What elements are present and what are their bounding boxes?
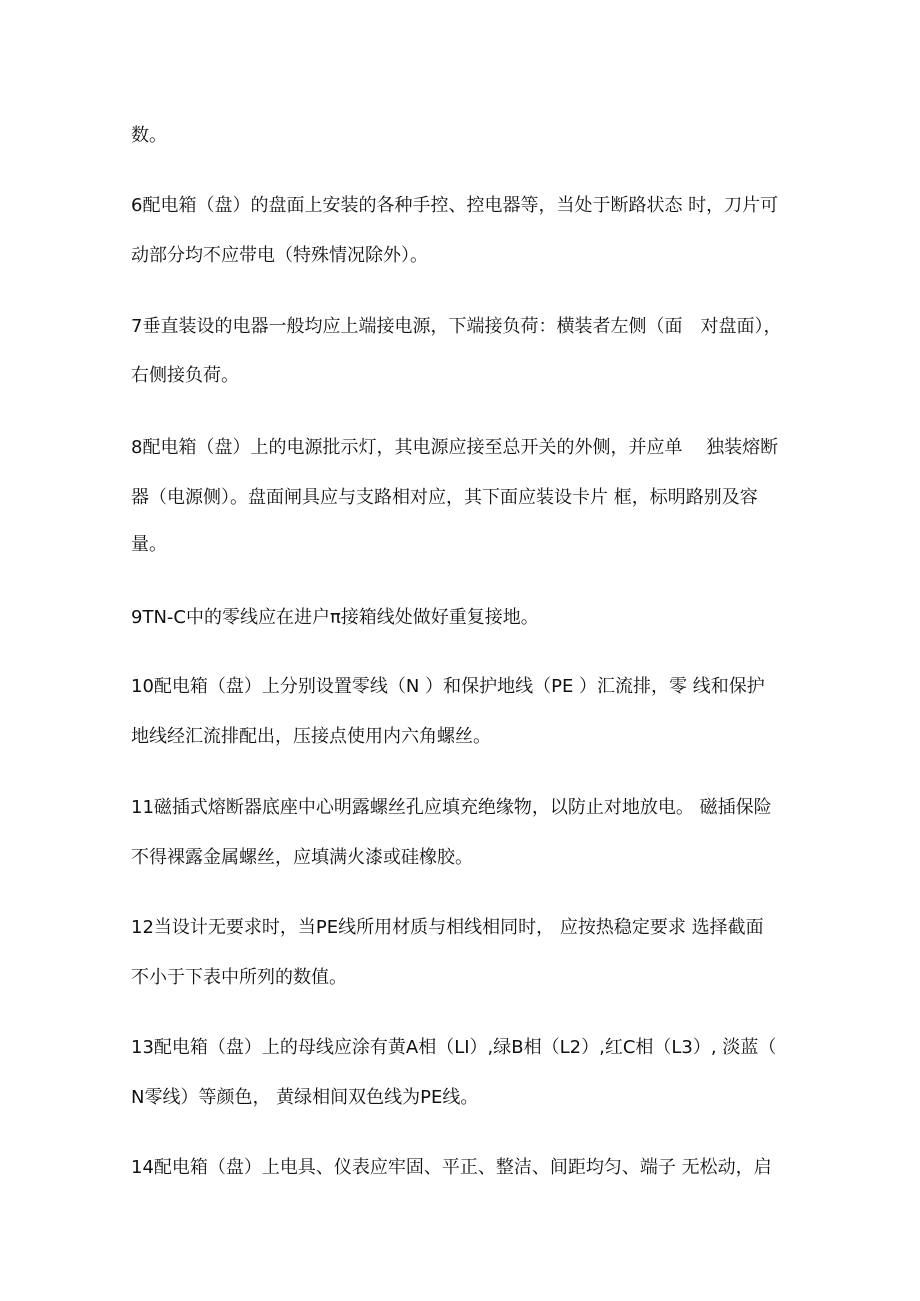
text-line-1: 数。 <box>131 125 167 146</box>
text-line-8: 量。 <box>131 534 167 555</box>
text-line-7: 器（电源侧）。盘面闸具应与支路相对应，其下面应装设卡片 框，标明路别及容 <box>131 487 758 508</box>
text-line-5: 右侧接负荷。 <box>131 365 239 386</box>
text-line-13: 不得裸露金属螺丝，应填满火漆或硅橡胶。 <box>131 847 473 868</box>
text-line-12: 11磁插式熔断器底座中心明露螺丝孔应填充绝缘物，以防止对地放电。 磁插保险 <box>131 797 772 818</box>
text-line-18: 14配电箱（盘）上电具、仪表应牢固、平正、整洁、间距均匀、端子 无松动，启 <box>131 1157 772 1178</box>
text-line-11: 地线经汇流排配出，压接点使用内六角螺丝。 <box>131 726 491 747</box>
text-line-14: 12当设计无要求时，当PE线所用材质与相线相同时， 应按热稳定要求 选择截面 <box>131 917 764 938</box>
text-line-15: 不小于下表中所列的数值。 <box>131 967 347 988</box>
text-line-6: 8配电箱（盘）上的电源批示灯，其电源应接至总开关的外侧，并应单 独装熔断 <box>131 437 779 458</box>
text-line-2: 6配电箱（盘）的盘面上安装的各种手控、控电器等，当处于断路状态 时，刀片可 <box>131 195 779 216</box>
text-line-9: 9TN-C中的零线应在进户π接箱线处做好重复接地。 <box>131 607 539 628</box>
text-line-3: 动部分均不应带电（特殊情况除外）。 <box>131 245 428 266</box>
text-line-17: N零线）等颜色， 黄绿相间双色线为PE线。 <box>131 1087 479 1108</box>
text-line-10: 10配电箱（盘）上分别设置零线（N ）和保护地线（PE ）汇流排，零 线和保护 <box>131 676 765 697</box>
text-line-4: 7垂直装设的电器一般均应上端接电源，下端接负荷：横装者左侧（面 对盘面）， <box>131 316 782 337</box>
text-line-16: 13配电箱（盘）上的母线应涂有黄A相（LI）,绿B相（L2）,红C相（L3）, 淡蓝（ <box>131 1037 777 1058</box>
